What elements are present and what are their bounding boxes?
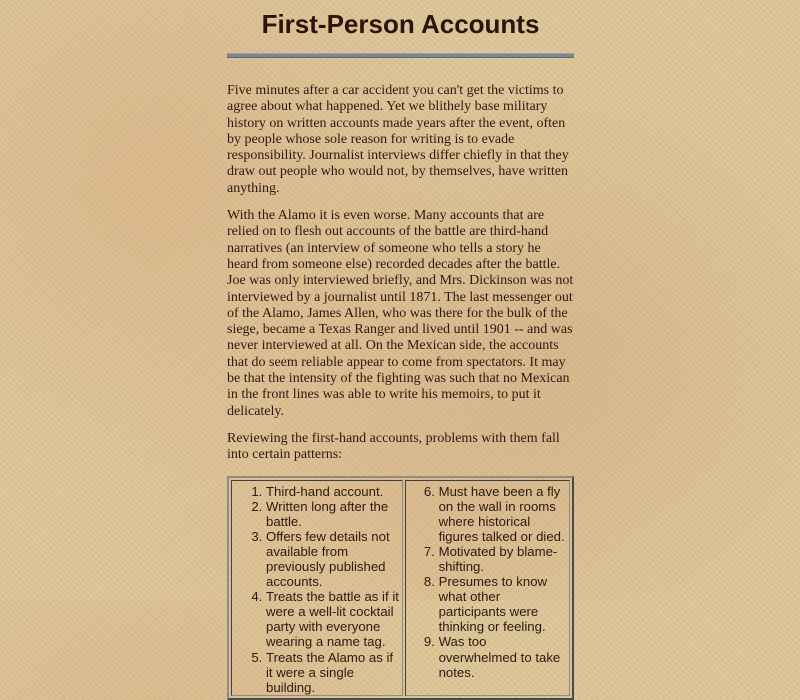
article <box>227 0 574 700</box>
pattern-item: 9. Was too overwhelmed to take notes. <box>439 634 567 679</box>
pattern-item: 6. Must have been a fly on the wall in rooms where historical figures talked or died. <box>439 484 567 544</box>
patterns-list-left <box>232 484 402 695</box>
paragraph-patterns-intro: Reviewing the first-hand accounts, problems with them fall into certain patterns: <box>227 430 560 463</box>
pattern-item: 8. Presumes to know what other participants were thinking or feeling. <box>439 574 567 634</box>
patterns-column-right <box>405 480 570 696</box>
page-title: First-Person Accounts <box>261 9 540 39</box>
pattern-item: 7. Motivated by blame-shifting. <box>439 544 567 574</box>
pattern-item: 4. Treats the battle as if it were a well-lit cocktail party with everyone wearing a name tag. <box>266 589 402 649</box>
pattern-item: 3. Offers few details not available from previously published accounts. <box>266 529 402 589</box>
paragraph-intro: Five minutes after a car accident you can't get the victims to agree about what happened. Yet we blithely base military history on written accounts made years after the event, often by people whose sole reason for writing is to evade responsibility. Journalist interviews differ chiefly in that they draw out people who would not, by themselves, have written anything. <box>227 83 569 196</box>
pattern-item: 5. Treats the Alamo as if it were a single building. <box>266 650 402 695</box>
patterns-table <box>227 476 574 700</box>
patterns-list-right <box>406 484 569 680</box>
pattern-item: 2. Written long after the battle. <box>266 499 402 529</box>
paragraph-alamo: With the Alamo it is even worse. Many accounts that are relied on to flesh out accounts of the battle are third-hand narratives (an interview of someone who tells a story he heard from someone else) recorded decades after the battle. Joe was only interviewed briefly, and Mrs. Dickinson was not interviewed by a journalist until 1871. The last messenger out of the Alamo, James Allen, who was there for the bulk of the siege, became a Texas Ranger and lived until 1901 -- and was never interviewed at all. On the Mexican side, the accounts that do seem reliable appear to come from spectators. It may be that the intensity of the fighting was such that no Mexican in the front lines was able to write his memoirs, to put it delicately. <box>227 208 574 419</box>
pattern-item: 1. Third-hand account. <box>266 484 402 499</box>
patterns-column-left <box>231 480 403 696</box>
horizontal-rule <box>227 53 574 58</box>
